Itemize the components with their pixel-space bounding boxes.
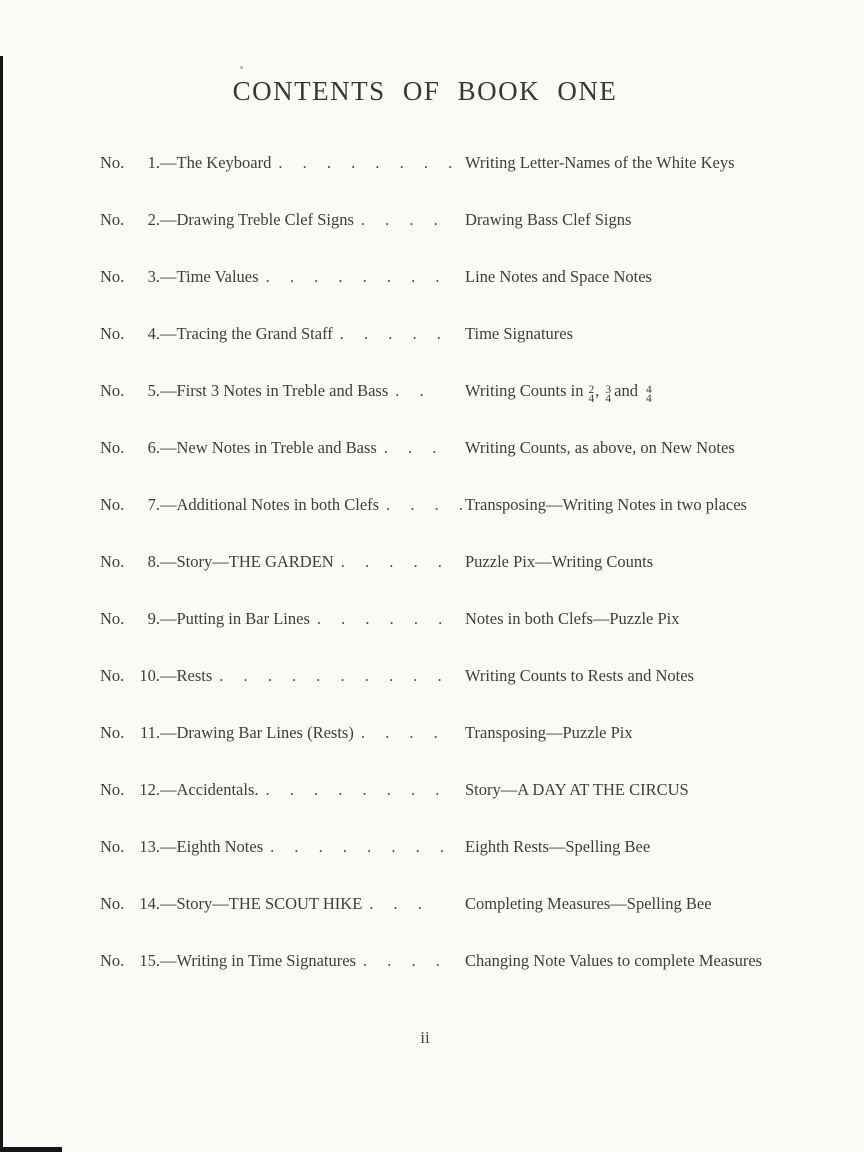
toc-description: Completing Measures—Spelling Bee — [465, 894, 712, 913]
page-title: CONTENTS OF BOOK ONE — [232, 76, 618, 106]
toc-number: 2. — [147, 210, 160, 229]
toc-number: 1. — [147, 153, 160, 172]
toc-title: —Putting in Bar Lines — [160, 609, 310, 628]
toc-description: Story—A DAY AT THE CIRCUS — [465, 780, 689, 799]
toc-no-label: No. — [100, 894, 125, 913]
toc-row-1 — [100, 152, 782, 209]
toc-no-label: No. — [100, 666, 125, 685]
toc-number: 10. — [139, 666, 160, 685]
toc-description: Writing Letter-Names of the White Keys — [465, 153, 735, 172]
dot-leader: . . . . — [360, 723, 438, 742]
toc-no-label: No. — [100, 609, 125, 628]
toc-title: —Story—THE GARDEN — [160, 552, 334, 571]
toc-row-14 — [100, 893, 782, 950]
toc-title: —Drawing Treble Clef Signs — [160, 210, 354, 229]
toc-row-3 — [100, 266, 782, 323]
toc-row-8 — [100, 551, 782, 608]
counts-prefix: Writing Counts in — [465, 381, 584, 400]
toc-number: 6. — [147, 438, 160, 457]
toc-number: 4. — [147, 324, 160, 343]
toc-row-15 — [100, 950, 782, 1007]
toc-number: 14. — [139, 894, 160, 913]
toc-row-4 — [100, 323, 782, 380]
toc-description: Transposing—Writing Notes in two places — [465, 495, 747, 514]
toc-title: —Eighth Notes — [160, 837, 264, 856]
toc-no-label: No. — [100, 780, 125, 799]
toc-description: Writing Counts, as above, on New Notes — [465, 438, 735, 457]
toc-description: Puzzle Pix—Writing Counts — [465, 552, 654, 571]
toc-description: Eighth Rests—Spelling Bee — [465, 837, 651, 856]
toc-no-label: No. — [100, 951, 125, 970]
toc-description: Changing Note Values to complete Measures — [465, 951, 763, 970]
toc-row-6 — [100, 437, 782, 494]
toc-no-label: No. — [100, 837, 125, 856]
dot-leader: . . . . — [386, 495, 463, 514]
and-separator: and — [614, 381, 638, 400]
toc-title: —First 3 Notes in Treble and Bass — [160, 381, 389, 400]
scan-artifact-bottom-edge — [0, 1147, 62, 1152]
dot-leader: . . . — [369, 894, 422, 913]
scan-speck — [240, 66, 243, 69]
toc-description: Notes in both Clefs—Puzzle Pix — [465, 609, 680, 628]
toc-row-2 — [100, 209, 782, 266]
toc-no-label: No. — [100, 324, 125, 343]
toc-row-9 — [100, 608, 782, 665]
toc-title: —Time Values — [160, 267, 259, 286]
toc-description: Line Notes and Space Notes — [465, 267, 652, 286]
dot-leader: . . . . . . — [316, 609, 443, 628]
toc-row-5 — [100, 380, 782, 437]
scan-artifact-left-edge — [0, 56, 3, 1152]
toc-row-7 — [100, 494, 782, 551]
toc-description: Time Signatures — [465, 324, 574, 343]
dot-leader: . . . . . . . . — [278, 153, 453, 172]
toc-title: —The Keyboard — [160, 153, 272, 172]
toc-number: 12. — [139, 780, 160, 799]
toc-no-label: No. — [100, 495, 125, 514]
toc-no-label: No. — [100, 438, 125, 457]
toc-title: —Story—THE SCOUT HIKE — [160, 894, 363, 913]
dot-leader: . . . — [383, 438, 437, 457]
toc-description — [465, 380, 782, 405]
toc-no-label: No. — [100, 153, 125, 172]
toc-description: Writing Counts to Rests and Notes — [465, 666, 694, 685]
toc-description: Transposing—Puzzle Pix — [465, 723, 633, 742]
dot-leader: . . . . . . . . — [265, 267, 440, 286]
toc-title: —Writing in Time Signatures — [160, 951, 356, 970]
toc-no-label: No. — [100, 210, 125, 229]
dot-leader: . . . . — [362, 951, 440, 970]
toc-number: 9. — [147, 609, 160, 628]
toc-description: Drawing Bass Clef Signs — [465, 210, 632, 229]
dot-leader: . . . . — [360, 210, 438, 229]
toc-number: 11. — [139, 723, 160, 742]
time-signature-3-4: 3 4 — [605, 383, 612, 405]
toc-number: 13. — [139, 837, 160, 856]
toc-title: —Tracing the Grand Staff — [160, 324, 333, 343]
toc-number: 15. — [139, 951, 160, 970]
toc-no-label: No. — [100, 267, 125, 286]
dot-leader: . . . . . . . . — [270, 837, 444, 856]
time-signature-2-4: 2 4 — [588, 383, 595, 405]
toc-number: 7. — [147, 495, 160, 514]
dot-leader: . . . . . — [339, 324, 441, 343]
table-of-contents — [100, 152, 782, 1007]
toc-number: 5. — [147, 381, 160, 400]
toc-row-10 — [100, 665, 782, 722]
toc-title: —New Notes in Treble and Bass — [160, 438, 377, 457]
toc-number: 8. — [147, 552, 160, 571]
dot-leader: . . — [395, 381, 424, 400]
dot-leader: . . . . . . . . . . — [219, 666, 442, 685]
comma-separator: , — [595, 381, 600, 400]
toc-title: —Additional Notes in both Clefs — [160, 495, 380, 514]
toc-number: 3. — [147, 267, 160, 286]
toc-row-13 — [100, 836, 782, 893]
toc-no-label: No. — [100, 723, 125, 742]
toc-title: —Drawing Bar Lines (Rests) — [160, 723, 354, 742]
dot-leader: . . . . . — [340, 552, 442, 571]
toc-no-label: No. — [100, 552, 125, 571]
toc-title: —Accidentals. — [160, 780, 259, 799]
toc-title: —Rests — [160, 666, 213, 685]
page-number: ii — [420, 1028, 430, 1047]
toc-no-label: No. — [100, 381, 125, 400]
toc-row-12 — [100, 779, 782, 836]
toc-row-11 — [100, 722, 782, 779]
time-signature-4-4: 4 4 — [645, 383, 652, 405]
dot-leader: . . . . . . . . — [265, 780, 440, 799]
